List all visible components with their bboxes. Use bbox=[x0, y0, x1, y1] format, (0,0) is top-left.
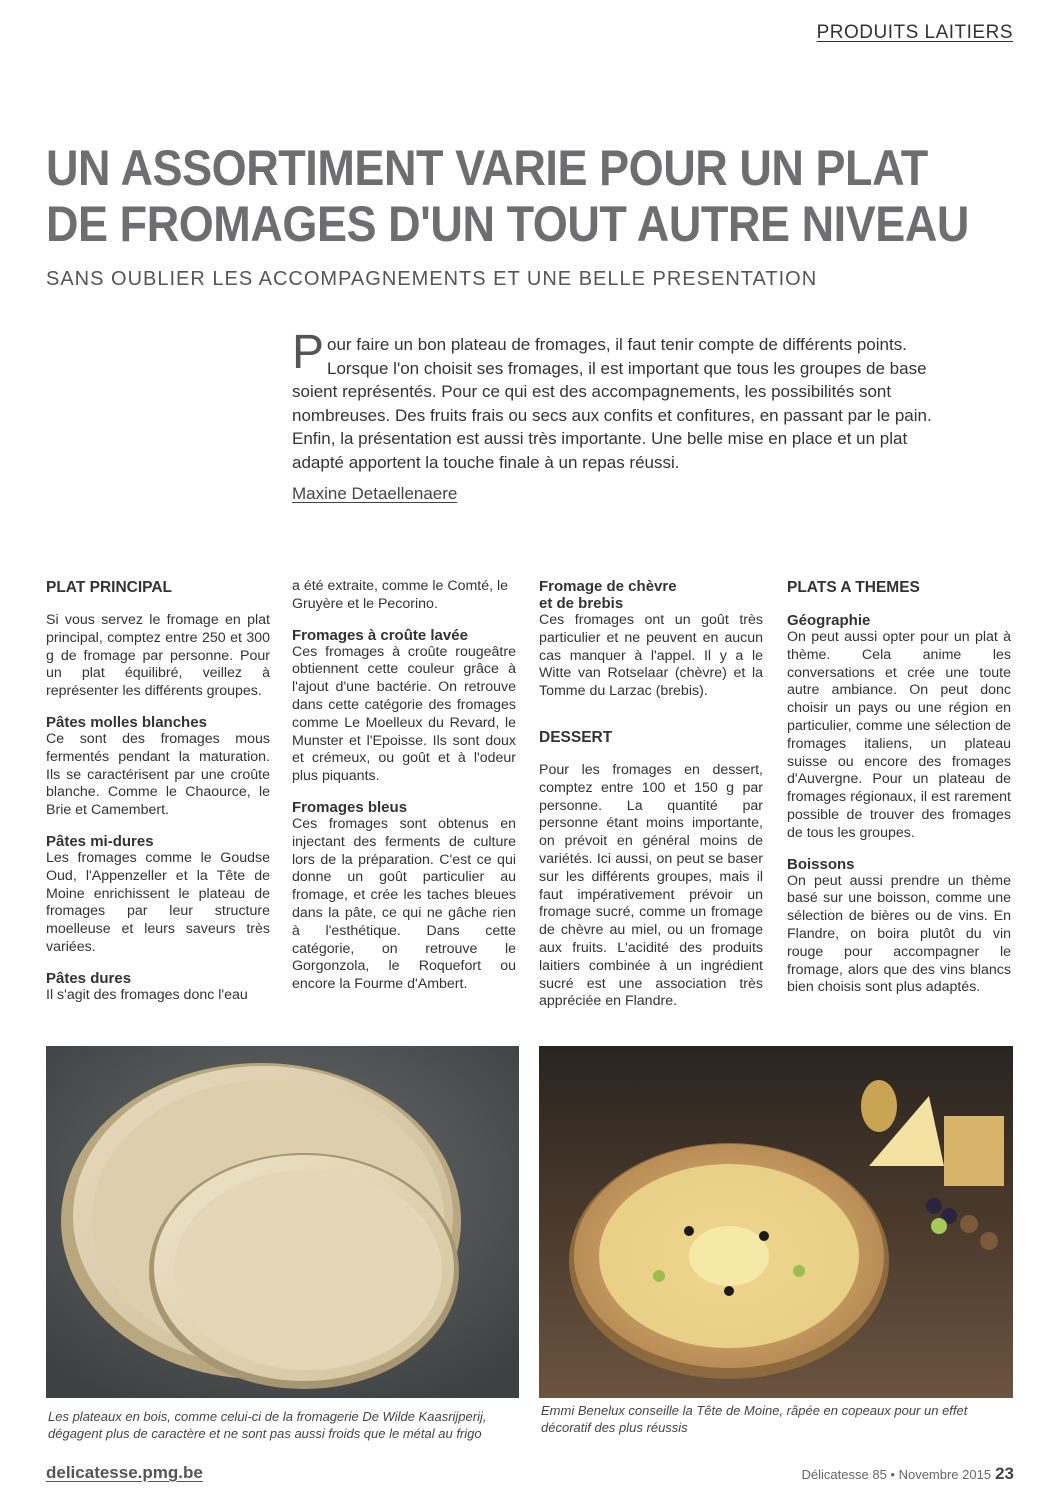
subtitle: SANS OUBLIER LES ACCOMPAGNEMENTS ET UNE BELLE PRESENTATION bbox=[46, 268, 818, 290]
para-pates-mi-dures: Les fromages comme le Goudse Oud, l'Appenzeller et la Tête de Moine enrichissent le plateau de fromages par leur structure moelleuse et leurs saveurs très variées. bbox=[46, 849, 270, 955]
intro-text: our faire un bon plateau de fromages, il faut tenir compte de différents points. Lorsque l'on choisit ses fromages, il est important que tous les groupes de base soient représentés. Pour ce qui est des accompagnements, les possibilités sont nombreuses. Des fruits frais ou secs aux confits et confitures, en passant par le pain. Enfin, la présentation est aussi très importante. Une belle mise en place et un plat adapté apportent la touche finale à un repas réussi. bbox=[292, 335, 932, 472]
heading-chevre-2: et de brebis bbox=[539, 595, 624, 612]
heading-pates-dures: Pâtes dures bbox=[46, 969, 132, 987]
heading-croute-lavee: Fromages à croûte lavée bbox=[292, 626, 468, 644]
heading-plats-themes: PLATS A THEMES bbox=[787, 579, 920, 596]
cheese-platter-photo bbox=[539, 1046, 1013, 1398]
heading-pates-molles: Pâtes molles blanches bbox=[46, 713, 207, 731]
dropcap: P bbox=[292, 326, 325, 379]
section-tag: PRODUITS LAITIERS bbox=[816, 22, 1013, 43]
cheese-platter-image bbox=[539, 1046, 1013, 1398]
heading-pates-mi-dures: Pâtes mi-dures bbox=[46, 832, 154, 850]
page-title bbox=[46, 140, 969, 252]
para-pates-dures-cont: a été extraite, comme le Comté, le Gruyère et le Pecorino. bbox=[292, 578, 509, 612]
wooden-platters-image bbox=[46, 1046, 519, 1398]
heading-plat-principal: PLAT PRINCIPAL bbox=[46, 579, 173, 596]
heading-dessert: DESSERT bbox=[539, 728, 613, 746]
page-number: 23 bbox=[995, 1464, 1014, 1483]
column-1 bbox=[46, 578, 270, 1018]
para-dessert: Pour les fromages en dessert, comptez entre 100 et 150 g par personne. La quantité par personne étant moins importante, on prévoit en général moins de variétés. Ici aussi, on peut se baser sur les différents groupes, mais il faut impérativement prévoir un fromage sucré, comme un fromage de chèvre au miel, ou un fromage aux fruits. L'acidité des produits laitiers combinée à un ingrédient sucré est une association très appréciée en Flandre. bbox=[539, 761, 763, 1010]
wooden-platters-photo bbox=[46, 1046, 519, 1398]
para-pates-molles: Ce sont des fromages mous fermentés pendant la maturation. Ils se caractérisent par une croûte blanche. Comme le Chaource, le Brie et Camembert. bbox=[46, 730, 270, 819]
column-4 bbox=[787, 578, 1011, 1010]
heading-boissons: Boissons bbox=[787, 855, 855, 873]
title-line-2: DE FROMAGES D'UN TOUT AUTRE NIVEAU bbox=[46, 196, 969, 252]
para-fromages-bleus: Ces fromages sont obtenus en injectant des ferments de culture lors de la préparation. C'est ce qui donne un goût particulier au fromage, et crée les taches bleues dans la pâte, ce qui ne gâche rien à l'esthétique. Dans cette catégorie, on retrouve le Gorgonzola, le Roquefort ou encore la Fourme d'Ambert. bbox=[292, 815, 516, 993]
para-chevre: Ces fromages ont un goût très particulier et ne peuvent en aucun cas manquer à l'appel. Il y a le Witte van Rotselaar (chèvre) et la Tomme du Larzac (brebis). bbox=[539, 612, 763, 700]
caption-left: Les plateaux en bois, comme celui-ci de la fromagerie De Wilde Kaasrijperij, dégagent plus de caractère et ne sont pas aussi froids que le métal au frigo bbox=[48, 1409, 487, 1441]
author-link[interactable]: Maxine Detaellenaere bbox=[292, 484, 458, 503]
title-line-1: UN ASSORTIMENT VARIE POUR UN PLAT bbox=[46, 140, 928, 196]
heading-chevre-1: Fromage de chèvre bbox=[539, 578, 677, 595]
issue-info: Délicatesse 85 • Novembre 2015 bbox=[801, 1467, 992, 1482]
heading-geographie: Géographie bbox=[787, 612, 871, 629]
caption-right: Emmi Benelux conseille la Tête de Moine, râpée en copeaux pour un effet décoratif des plus réussis bbox=[541, 1403, 968, 1435]
column-2 bbox=[292, 578, 516, 1007]
website-link[interactable]: delicatesse.pmg.be bbox=[46, 1463, 203, 1482]
para-pates-dures: Il s'agit des fromages donc l'eau bbox=[46, 986, 248, 1003]
column-3 bbox=[539, 578, 763, 1024]
intro-paragraph bbox=[292, 326, 932, 474]
heading-fromages-bleus: Fromages bleus bbox=[292, 798, 408, 816]
para-plat-principal: Si vous servez le fromage en plat principal, comptez entre 250 et 300 g de fromage par personne. Pour un plat équilibré, veillez à représenter les différents groupes. bbox=[46, 612, 270, 700]
para-croute-lavee: Ces fromages à croûte rougeâtre obtiennent cette couleur grâce à l'ajout d'une bactérie. On retrouve dans cette catégorie des fromages comme Le Moelleux du Revard, le Munster et l'Epoisse. Ils sont doux et crémeux, ou goût et à l'odeur plus piquants. bbox=[292, 643, 516, 785]
para-geographie: On peut aussi opter pour un plat à thème. Cela anime les conversations et crée une toute autre ambiance. On peut donc choisir un pays ou une région en particulier, comme une sélection de fromages italiens, un plateau suisse ou encore des fromages d'Auvergne. Pour un plateau de fromages régionaux, il est rarement possible de trouver des fromages de tous les groupes. bbox=[787, 629, 1011, 841]
para-boissons: On peut aussi prendre un thème basé sur une boisson, comme une sélection de bières ou de vins. En Flandre, on boira plutôt du vin rouge pour accompagner le fromage, alors que des vins blancs bien choisis sont plus adaptés. bbox=[787, 872, 1011, 996]
footer-issue bbox=[802, 1464, 1014, 1484]
